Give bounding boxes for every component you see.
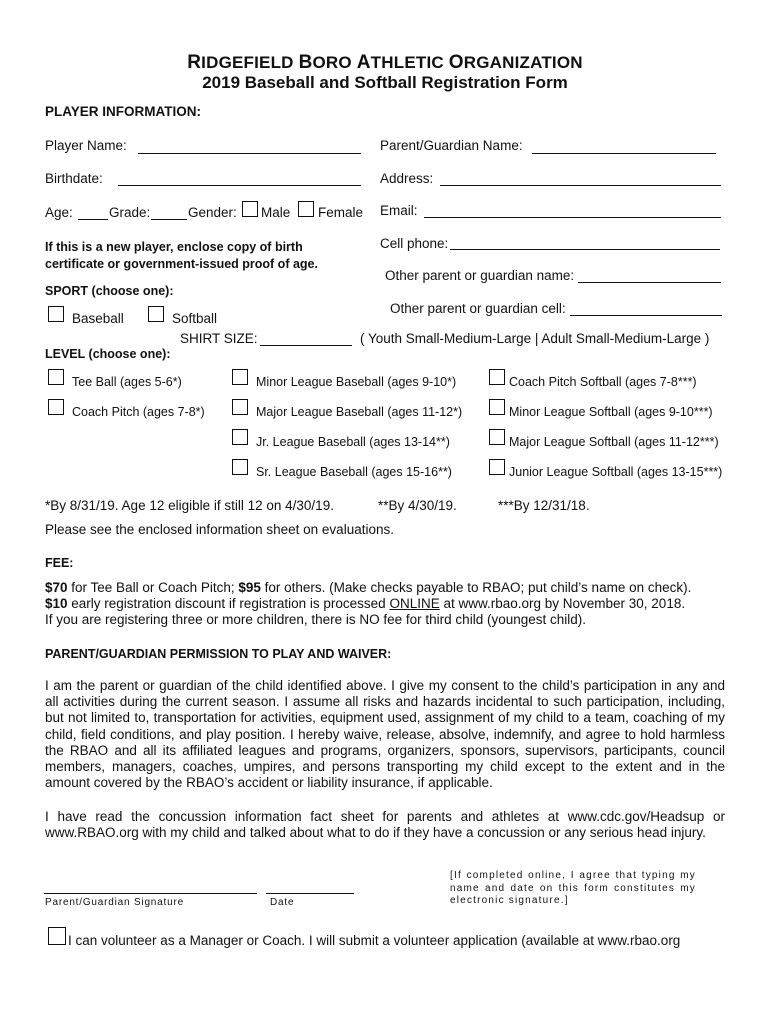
player-info-heading: PLAYER INFORMATION: xyxy=(45,104,202,119)
age-note-1: *By 8/31/19. Age 12 eligible if still 12 on 4/30/19. xyxy=(45,498,334,513)
concussion-paragraph: I have read the concussion information fact sheet for parents and athletes at www.cdc.gov/Headsup or www.RBAO.org with my child and talked about what to do if they have a concussion or any serious head injury. xyxy=(45,809,725,841)
cell-phone-label: Cell phone: xyxy=(380,236,449,251)
tee-ball-checkbox[interactable] xyxy=(48,369,64,385)
sport-heading: SPORT (choose one): xyxy=(45,284,174,298)
player-name-label: Player Name: xyxy=(45,138,127,153)
date-label: Date xyxy=(270,897,295,908)
grade-label: Grade: xyxy=(109,205,151,220)
age-label: Age: xyxy=(45,205,73,220)
fee-heading: FEE: xyxy=(45,556,74,570)
signature-field[interactable] xyxy=(44,893,257,894)
other-cell-field[interactable] xyxy=(570,315,722,316)
level-option: Minor League Baseball (ages 9-10*) xyxy=(256,375,457,389)
level-option: Tee Ball (ages 5-6*) xyxy=(72,375,182,389)
age-note-3: ***By 12/31/18. xyxy=(498,498,590,513)
jr-league-baseball-checkbox[interactable] xyxy=(232,429,248,445)
cell-phone-field[interactable] xyxy=(450,249,720,250)
new-player-note-line1: If this is a new player, enclose copy of birth xyxy=(45,240,303,254)
birthdate-label: Birthdate: xyxy=(45,171,103,186)
level-option: Major League Baseball (ages 11-12*) xyxy=(256,405,463,419)
shirt-size-options: ( Youth Small-Medium-Large | Adult Small-Medium-Large ) xyxy=(360,331,710,346)
birthdate-field[interactable] xyxy=(118,185,361,186)
coach-pitch-softball-checkbox[interactable] xyxy=(489,369,505,385)
female-checkbox[interactable] xyxy=(298,201,314,217)
baseball-label: Baseball xyxy=(72,311,124,326)
signature-label: Parent/Guardian Signature xyxy=(45,897,184,908)
sr-league-baseball-checkbox[interactable] xyxy=(232,459,248,475)
level-heading: LEVEL (choose one): xyxy=(45,347,171,361)
other-cell-label: Other parent or guardian cell: xyxy=(390,301,566,316)
fee-line-3: If you are registering three or more children, there is NO fee for third child (youngest child). xyxy=(45,612,586,627)
shirt-size-field[interactable] xyxy=(260,345,352,346)
age-note-2: **By 4/30/19. xyxy=(378,498,457,513)
male-checkbox[interactable] xyxy=(242,201,258,217)
volunteer-checkbox[interactable] xyxy=(48,927,66,945)
form-title: 2019 Baseball and Softball Registration Form xyxy=(202,73,568,92)
level-option: Coach Pitch Softball (ages 7-8***) xyxy=(509,375,697,389)
minor-league-baseball-checkbox[interactable] xyxy=(232,369,248,385)
level-option: Sr. League Baseball (ages 15-16**) xyxy=(256,465,452,479)
male-label: Male xyxy=(261,205,291,220)
other-parent-field[interactable] xyxy=(578,282,721,283)
level-option: Major League Softball (ages 11-12***) xyxy=(509,435,719,449)
waiver-paragraph: I am the parent or guardian of the child identified above. I give my consent to the child’s participation in any and all activities during the current season. I assume all risks and hazards incidental to such participation, including, but not limited to, transportation for activities, equipment used, assignment of my child to a team, coaching of my child, field conditions, and play position. I hereby waive, release, absolve, indemnify, and agree to hold harmless the RBAO and all its affiliated leagues and programs, organizers, sponsors, supervisors, participants, council members, managers, coaches, umpires, and persons transporting my child except to the extent and in the amount covered by the RBAO’s accident or liability insurance, if applicable. xyxy=(45,678,725,791)
other-parent-label: Other parent or guardian name: xyxy=(385,268,575,283)
softball-checkbox[interactable] xyxy=(148,306,164,322)
waiver-heading: PARENT/GUARDIAN PERMISSION TO PLAY AND WAIVER: xyxy=(45,647,392,661)
new-player-note-line2: certificate or government-issued proof of age. xyxy=(45,257,318,271)
date-field[interactable] xyxy=(266,893,354,894)
level-option: Jr. League Baseball (ages 13-14**) xyxy=(256,435,450,449)
evaluations-note: Please see the enclosed information sheet on evaluations. xyxy=(45,522,394,537)
age-field[interactable] xyxy=(78,219,108,220)
level-option: Coach Pitch (ages 7-8*) xyxy=(72,405,205,419)
major-league-baseball-checkbox[interactable] xyxy=(232,399,248,415)
minor-league-softball-checkbox[interactable] xyxy=(489,399,505,415)
email-label: Email: xyxy=(380,203,418,218)
softball-label: Softball xyxy=(172,311,218,326)
shirt-size-label: SHIRT SIZE: xyxy=(180,331,258,346)
baseball-checkbox[interactable] xyxy=(48,306,64,322)
online-signature-note: [If completed online, I agree that typing my name and date on this form constitutes my electronic signature.] xyxy=(450,870,696,906)
email-field[interactable] xyxy=(424,217,721,218)
parent-name-field[interactable] xyxy=(532,153,716,154)
parent-name-label: Parent/Guardian Name: xyxy=(380,138,523,153)
player-name-field[interactable] xyxy=(138,153,361,154)
coach-pitch-checkbox[interactable] xyxy=(48,399,64,415)
major-league-softball-checkbox[interactable] xyxy=(489,429,505,445)
level-option: Junior League Softball (ages 13-15***) xyxy=(509,465,723,479)
organization-name: RIDGEFIELD BORO ATHLETIC ORGANIZATION xyxy=(187,52,583,73)
level-option: Minor League Softball (ages 9-10***) xyxy=(509,405,713,419)
grade-field[interactable] xyxy=(151,219,187,220)
address-field[interactable] xyxy=(440,185,721,186)
fee-line-1: $70 for Tee Ball or Coach Pitch; $95 for others. (Make checks payable to RBAO; put child’s name on check). xyxy=(45,580,692,595)
female-label: Female xyxy=(318,205,364,220)
gender-label: Gender: xyxy=(188,205,237,220)
address-label: Address: xyxy=(380,171,434,186)
volunteer-text: I can volunteer as a Manager or Coach. I will submit a volunteer application (available at www.rbao.org xyxy=(68,933,681,948)
fee-line-2: $10 early registration discount if registration is processed ONLINE at www.rbao.org by November 30, 2018. xyxy=(45,596,686,611)
junior-league-softball-checkbox[interactable] xyxy=(489,459,505,475)
